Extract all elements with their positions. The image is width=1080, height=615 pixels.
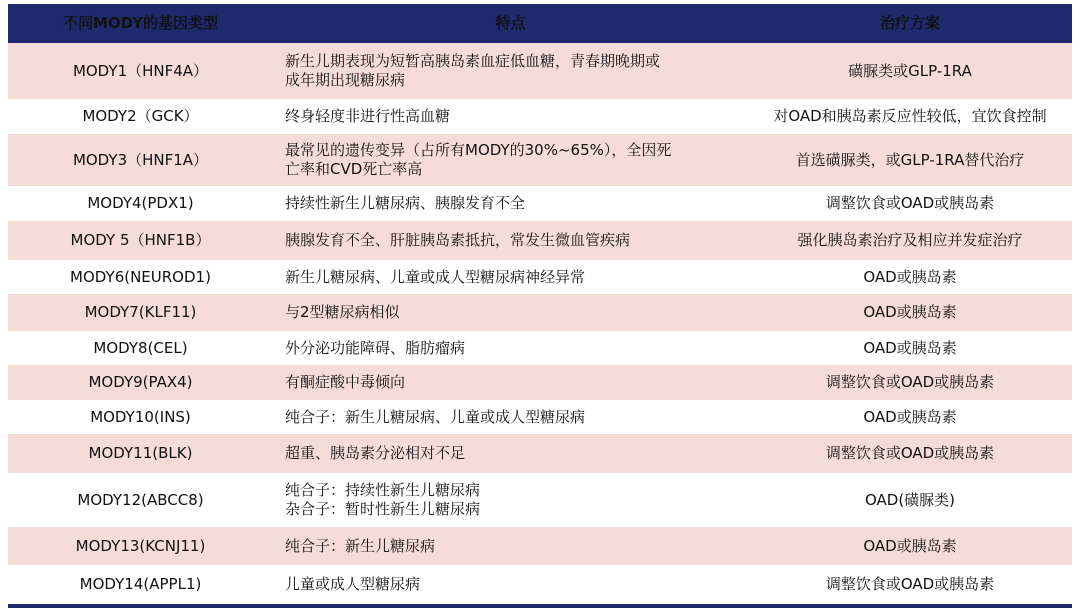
table-row <box>8 43 1072 99</box>
treatment-cell: 强化胰岛素治疗及相应并发症治疗 <box>797 231 1023 249</box>
treatment-cell: OAD或胰岛素 <box>863 303 957 321</box>
gene-type-cell: MODY6(NEUROD1) <box>70 267 211 286</box>
treatment-cell: 调整饮食或OAD或胰岛素 <box>825 444 995 462</box>
treatment-cell: 对OAD和胰岛素反应性较低，宜饮食控制 <box>773 107 1047 125</box>
features-line: 成年期出现糖尿病 <box>285 71 406 89</box>
table-row <box>8 565 1072 604</box>
table-row <box>8 260 1072 294</box>
table-row <box>8 473 1072 527</box>
features-line: 胰腺发育不全、肝脏胰岛素抵抗，常发生微血管疾病 <box>285 231 631 249</box>
gene-type-cell: MODY 5（HNF1B） <box>70 231 211 249</box>
features-cell <box>273 537 748 556</box>
features-line: 纯合子：持续性新生儿糖尿病 <box>285 481 481 499</box>
gene-type-cell: MODY1（HNF4A） <box>72 61 209 80</box>
features-line: 儿童或成人型糖尿病 <box>285 575 421 593</box>
features-cell <box>273 408 748 427</box>
treatment-cell: OAD或胰岛素 <box>863 536 957 555</box>
table-row <box>8 331 1072 365</box>
features-line: 杂合子：暂时性新生儿糖尿病 <box>285 500 481 518</box>
features-line: 超重、胰岛素分泌相对不足 <box>285 444 466 462</box>
features-line: 亡率和CVD死亡率高 <box>285 160 423 178</box>
features-cell <box>273 107 748 126</box>
treatment-cell: OAD(磺脲类) <box>864 490 956 509</box>
features-line: 最常见的遗传变异（占所有MODY的30%~65%），全因死 <box>285 141 672 159</box>
mody-table <box>8 4 1072 604</box>
features-cell <box>273 575 748 594</box>
features-line: 新生儿糖尿病、儿童或成人型糖尿病神经异常 <box>285 267 586 286</box>
treatment-cell: 首选磺脲类，或GLP-1RA替代治疗 <box>795 150 1025 169</box>
table-row <box>8 365 1072 400</box>
features-cell <box>273 373 748 392</box>
table-row <box>8 221 1072 260</box>
features-line: 外分泌功能障碍、脂肪瘤病 <box>285 338 466 357</box>
features-line: 有酮症酸中毒倾向 <box>285 373 406 391</box>
gene-type-cell: MODY8(CEL) <box>93 338 188 357</box>
treatment-cell: 调整饮食或OAD或胰岛素 <box>825 575 995 593</box>
gene-type-cell: MODY3（HNF1A） <box>72 150 209 169</box>
table-row <box>8 186 1072 221</box>
table-row <box>8 434 1072 473</box>
gene-type-cell: MODY10(INS) <box>90 407 191 426</box>
features-line: 纯合子：新生儿糖尿病 <box>285 536 436 555</box>
table-row <box>8 400 1072 434</box>
treatment-cell: OAD或胰岛素 <box>863 407 957 426</box>
gene-type-cell: MODY2（GCK） <box>82 107 199 125</box>
features-cell <box>273 339 748 358</box>
table-row <box>8 294 1072 331</box>
features-cell <box>273 141 748 179</box>
gene-type-cell: MODY14(APPL1) <box>79 575 202 593</box>
features-cell <box>273 231 748 250</box>
gene-type-cell: MODY11(BLK) <box>88 444 193 462</box>
treatment-cell: 磺脲类或GLP-1RA <box>848 61 972 80</box>
table-bottom-rule <box>8 604 1072 608</box>
treatment-cell: 调整饮食或OAD或胰岛素 <box>825 194 995 212</box>
gene-type-cell: MODY4(PDX1) <box>87 194 194 212</box>
features-line: 与2型糖尿病相似 <box>285 303 400 321</box>
gene-type-cell: MODY9(PAX4) <box>88 373 193 391</box>
table-row <box>8 134 1072 186</box>
features-cell <box>273 194 748 213</box>
header-features: 特点 <box>495 14 526 32</box>
features-cell <box>273 303 748 322</box>
table-row <box>8 527 1072 565</box>
table-row <box>8 99 1072 134</box>
treatment-cell: 调整饮食或OAD或胰岛素 <box>825 373 995 391</box>
gene-type-cell: MODY13(KCNJ11) <box>75 536 206 555</box>
features-line: 新生儿期表现为短暂高胰岛素血症低血糖，青春期晚期或 <box>285 52 661 70</box>
treatment-cell: OAD或胰岛素 <box>863 267 957 286</box>
features-line: 终身轻度非进行性高血糖 <box>285 107 451 125</box>
features-cell <box>273 268 748 287</box>
gene-type-cell: MODY7(KLF11) <box>84 303 197 321</box>
features-line: 纯合子：新生儿糖尿病、儿童或成人型糖尿病 <box>285 407 586 426</box>
features-line: 持续性新生儿糖尿病、胰腺发育不全 <box>285 194 526 212</box>
features-cell <box>273 481 748 519</box>
features-cell <box>273 52 748 90</box>
gene-type-cell: MODY12(ABCC8) <box>77 490 204 509</box>
header-gene-type: 不同MODY的基因类型 <box>63 14 218 32</box>
table-header <box>8 4 1072 43</box>
treatment-cell: OAD或胰岛素 <box>863 338 957 357</box>
features-cell <box>273 444 748 463</box>
header-treatment: 治疗方案 <box>879 14 940 32</box>
